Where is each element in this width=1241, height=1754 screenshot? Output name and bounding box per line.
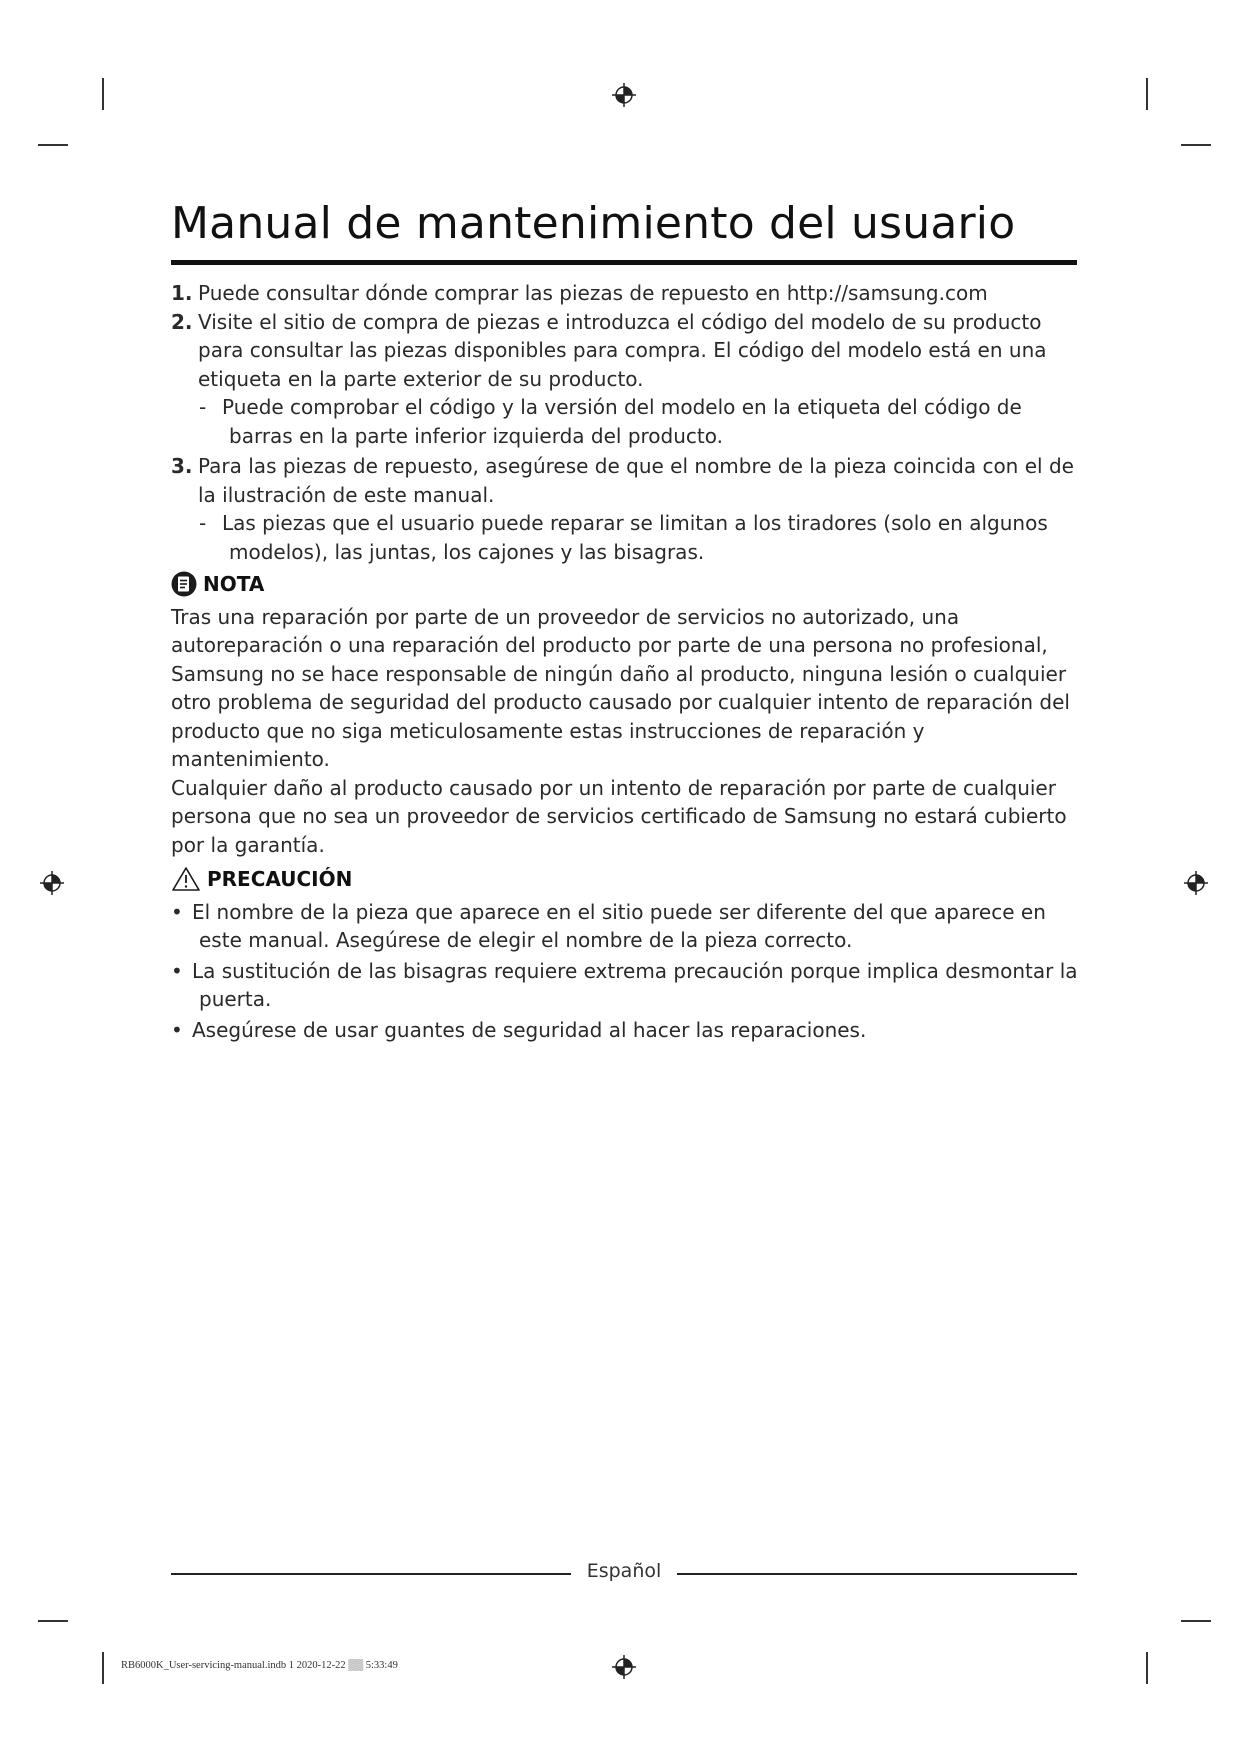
text-line: la ilustración de este manual. [198, 482, 495, 507]
footer-rule-left [171, 1573, 571, 1575]
text-line: etiqueta en la parte exterior de su producto. [198, 366, 644, 391]
text-line: Tras una reparación por parte de un proveedor de servicios no autorizado, una [171, 604, 960, 629]
list-item [171, 1016, 1081, 1045]
text-line: La sustitución de las bisagras requiere extrema precaución porque implica desmontar la [192, 958, 1078, 983]
crop-mark-bottom-right [1146, 1652, 1148, 1684]
text-line: El nombre de la pieza que aparece en el sitio puede ser diferente del que aparece en [192, 899, 1046, 924]
text-line: barras en la parte inferior izquierda del producto. [229, 423, 723, 448]
list-item [171, 898, 1081, 955]
crop-mark-top-right-h [1181, 144, 1211, 146]
text-line: otro problema de seguridad del producto causado por cualquier intento de reparación del [171, 690, 1070, 714]
text-line: por la garantía. [171, 832, 325, 857]
note-body [171, 603, 1081, 860]
crop-mark-bottom-left [102, 1652, 104, 1684]
registration-mark-icon [611, 82, 637, 108]
bullet-marker: • [171, 958, 183, 983]
step-number: 2. [171, 309, 193, 334]
text-line: Asegúrese de usar guantes de seguridad al hacer las reparaciones. [192, 1017, 867, 1042]
dash-marker: - [199, 395, 207, 419]
footer-language: Español [586, 1560, 662, 1582]
note-title: NOTA [203, 572, 265, 596]
text-line: Visite el sitio de compra de piezas e introduzca el código del modelo de su producto [198, 309, 1042, 334]
text-line: para consultar las piezas disponibles para compra. El código del modelo está en una [198, 338, 1047, 362]
note-icon [171, 571, 197, 597]
text-line: Cualquier daño al producto causado por un intento de reparación por parte de cualquier [171, 775, 1056, 800]
step-3 [171, 452, 1081, 509]
text-line: Las piezas que el usuario puede reparar se limitan a los tiradores (solo en algunos [222, 511, 1048, 535]
step-2 [171, 308, 1081, 394]
text-line: este manual. Asegúrese de elegir el nombre de la pieza correcto. [199, 928, 853, 952]
registration-mark-icon [1183, 870, 1209, 896]
caution-heading [171, 865, 1081, 894]
print-slug: RB6000K_User-servicing-manual.indb 1 2020-12-22 ▒▒ 5:33:49 [121, 1660, 398, 1671]
step-2-subitem [171, 393, 1081, 450]
caution-title: PRECAUCIÓN [207, 867, 353, 891]
step-3-subitem [171, 509, 1081, 566]
bullet-marker: • [171, 899, 183, 924]
list-item [171, 957, 1081, 1014]
text-line: persona que no sea un proveedor de servicios certificado de Samsung no estará cubierto [171, 804, 1067, 828]
footer-rule-right [677, 1573, 1077, 1575]
caution-list [171, 898, 1081, 1045]
step-text [198, 452, 1081, 509]
bullet-marker: • [171, 1017, 183, 1042]
note-heading [171, 570, 1081, 599]
crop-mark-top-left [102, 78, 104, 110]
main-content [171, 279, 1081, 1044]
text-line: Puede consultar dónde comprar las piezas de repuesto en http://samsung.com [198, 281, 988, 305]
crop-mark-top-left-h [38, 144, 68, 146]
step-1 [171, 279, 1081, 308]
crop-mark-top-right [1146, 78, 1148, 110]
crop-mark-bottom-left-h [38, 1620, 68, 1622]
warning-triangle-icon [171, 866, 201, 892]
text-line: producto que no siga meticulosamente estas instrucciones de reparación y mantenimiento. [171, 718, 925, 771]
text-line: Para las piezas de repuesto, asegúrese de que el nombre de la pieza coincida con el de [198, 454, 1074, 478]
step-text [198, 279, 1081, 308]
text-line: autoreparación o una reparación del producto por parte de una persona no profesional, [171, 633, 1048, 657]
step-number: 3. [171, 454, 193, 478]
registration-mark-icon [611, 1654, 637, 1680]
title-rule [171, 260, 1077, 265]
crop-mark-bottom-right-h [1181, 1620, 1211, 1622]
dash-marker: - [199, 511, 207, 535]
step-number: 1. [171, 281, 193, 305]
text-line: modelos), las juntas, los cajones y las bisagras. [229, 539, 705, 564]
page-title: Manual de mantenimiento del usuario [171, 198, 1016, 249]
text-line: puerta. [199, 987, 272, 1011]
text-line: Samsung no se hace responsable de ningún daño al producto, ninguna lesión o cualquier [171, 661, 1067, 686]
registration-mark-icon [39, 870, 65, 896]
text-line: Puede comprobar el código y la versión del modelo en la etiqueta del código de [222, 395, 1022, 419]
step-text [198, 308, 1081, 394]
